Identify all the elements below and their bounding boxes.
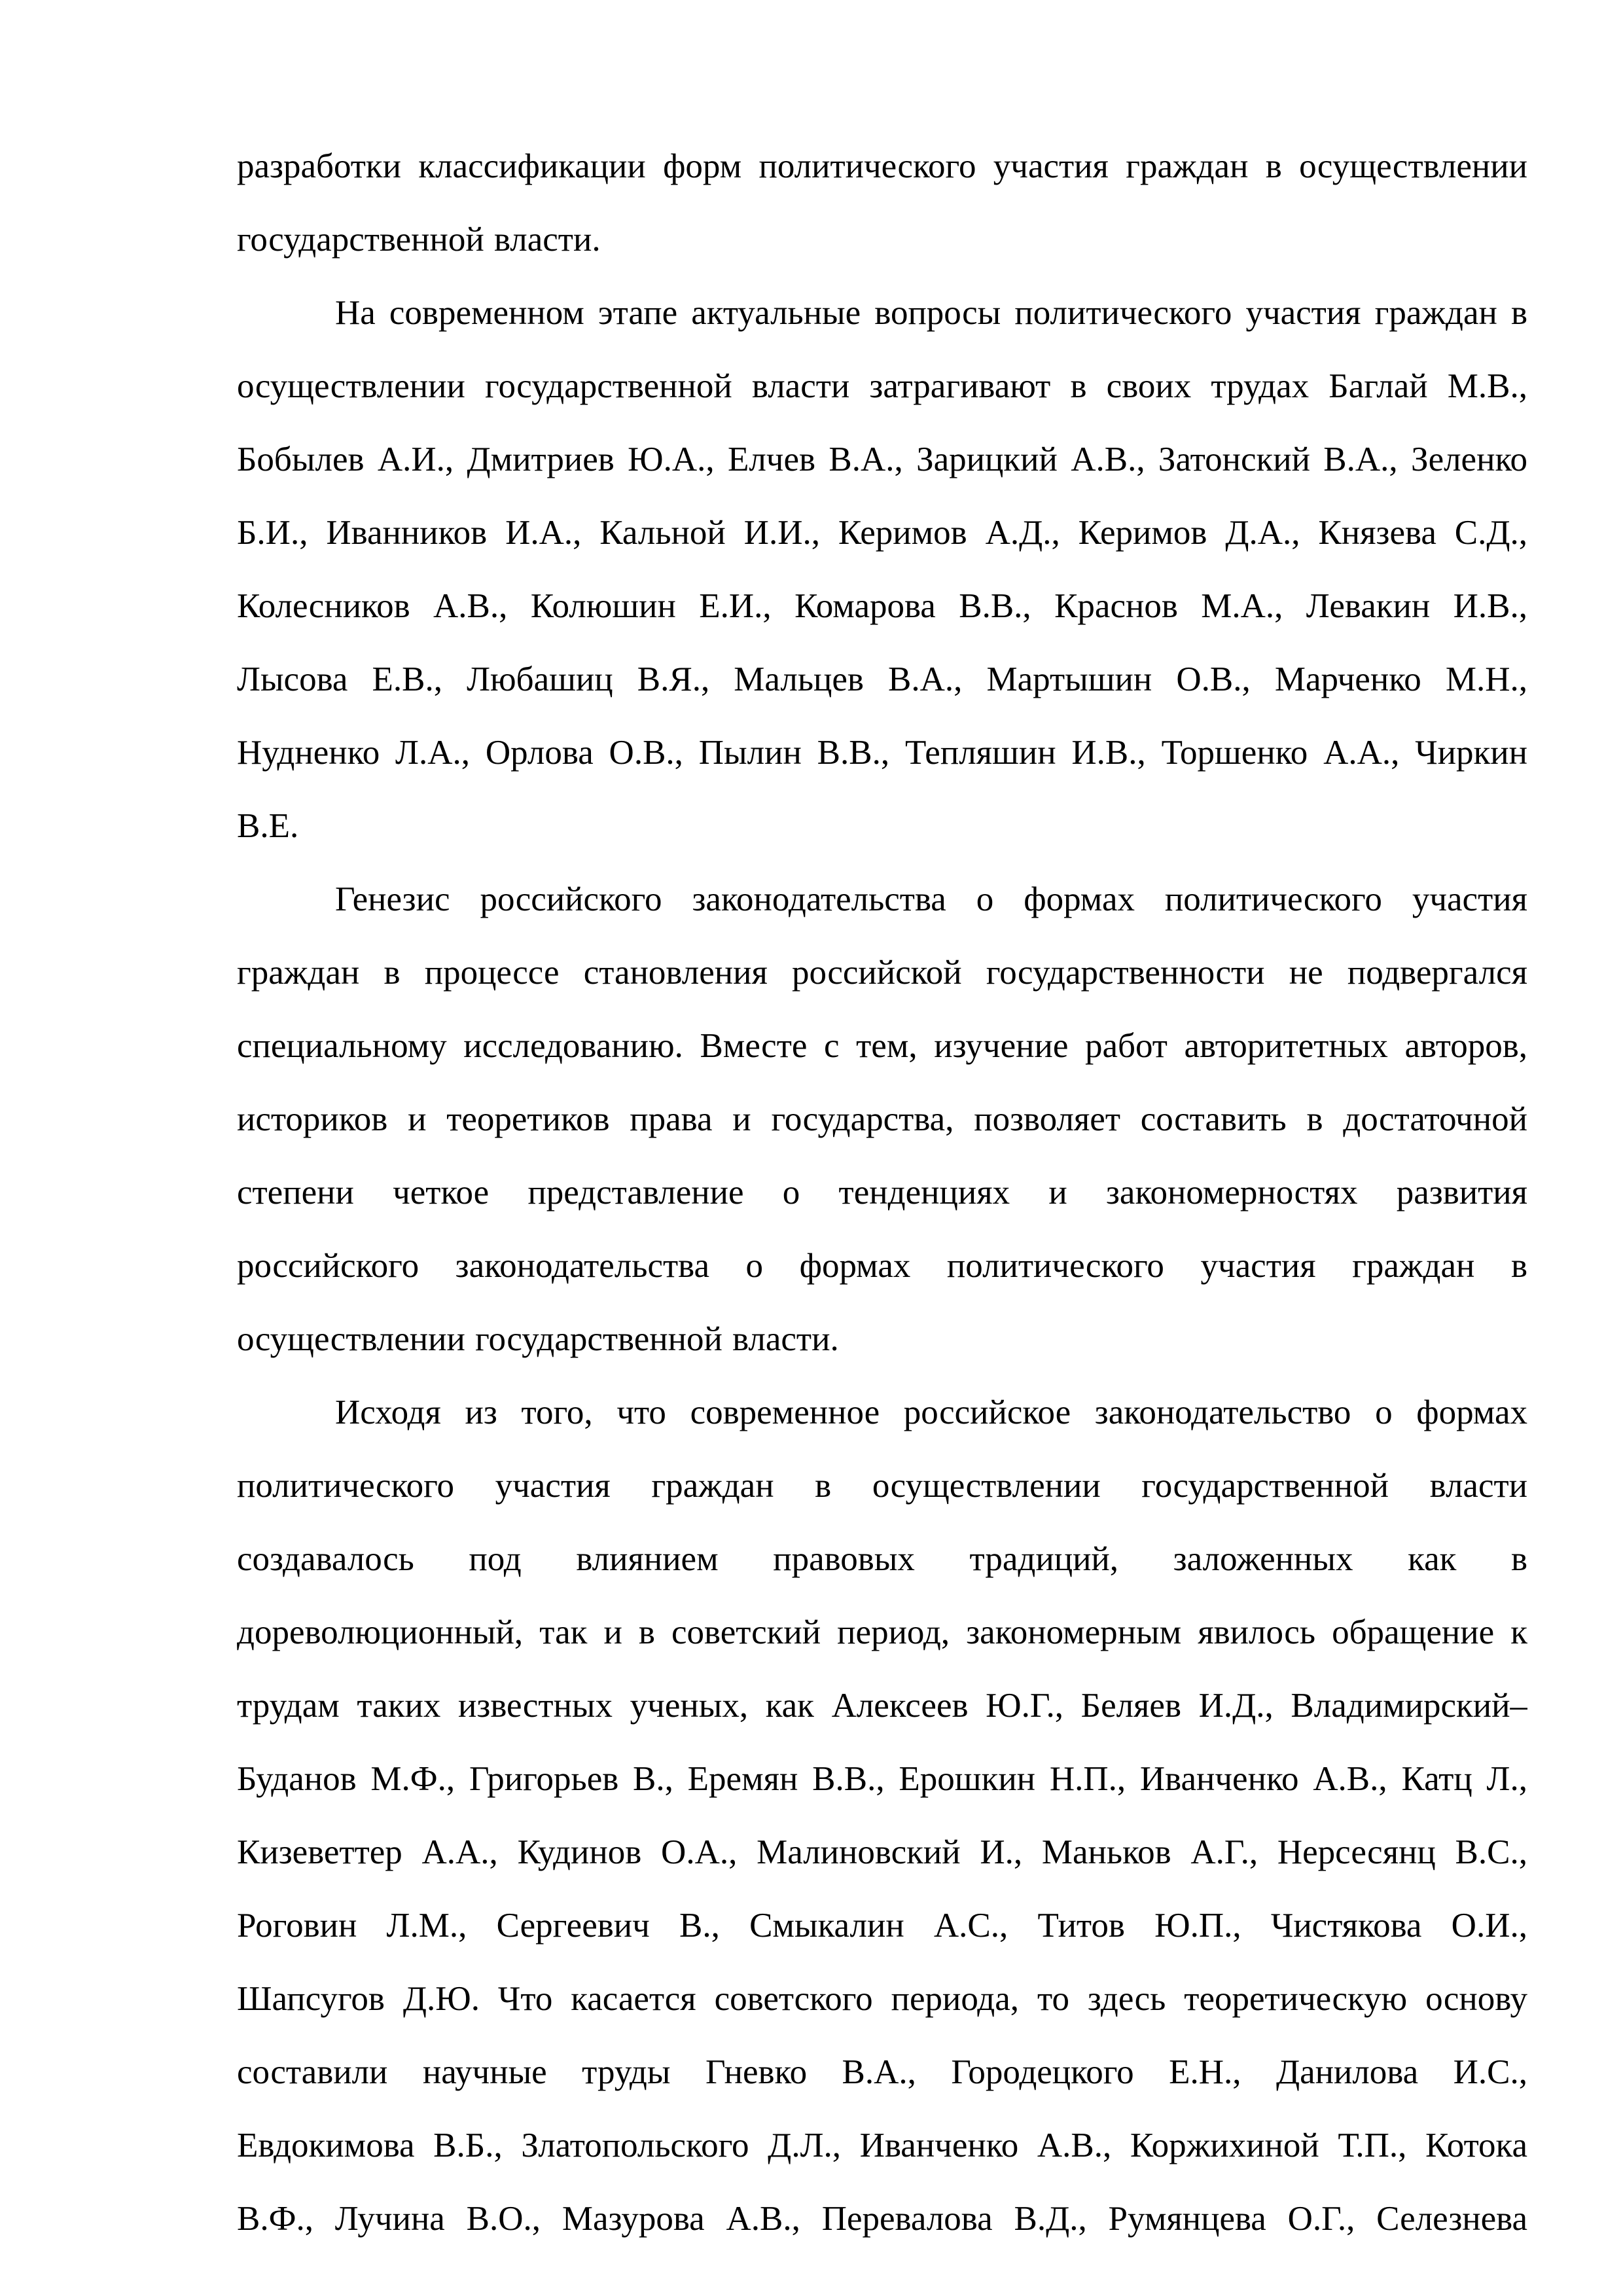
text-line: Генезис российского законодательства о формах политического участия <box>335 880 1527 918</box>
text-line: В.Ф., Лучина В.О., Мазурова А.В., Перевалова В.Д., Румянцева О.Г., Селезнева <box>237 2200 1527 2238</box>
text-line: Нудненко Л.А., Орлова О.В., Пылин В.В., Тепляшин И.В., Торшенко А.А., Чиркин <box>237 734 1527 772</box>
text-line: трудам таких известных ученых, как Алексеев Ю.Г., Беляев И.Д., Владимирский– <box>237 1687 1527 1725</box>
text-line: Евдокимова В.Б., Златопольского Д.Л., Иванченко А.В., Коржихиной Т.П., Котока <box>237 2126 1527 2164</box>
text-line: составили научные труды Гневко В.А., Городецкого Е.Н., Данилова И.С., <box>237 2053 1527 2091</box>
text-line: Исходя из того, что современное российское законодательство о формах <box>335 1393 1527 1431</box>
text-line: осуществлении государственной власти затрагивают в своих трудах Баглай М.В., <box>237 367 1527 405</box>
text-line: разработки классификации форм политического участия граждан в осуществлении <box>237 147 1527 185</box>
text-line: Бобылев А.И., Дмитриев Ю.А., Елчев В.А., Зарицкий А.В., Затонский В.А., Зеленко <box>237 440 1527 478</box>
text-line: дореволюционный, так и в советский период, закономерным явилось обращение к <box>237 1613 1527 1651</box>
text-line: государственной власти. <box>237 221 601 259</box>
text-block <box>237 130 1527 2255</box>
text-line: Буданов М.Ф., Григорьев В., Еремян В.В., Ерошкин Н.П., Иванченко А.В., Катц Л., <box>237 1760 1527 1798</box>
text-line: российского законодательства о формах политического участия граждан в <box>237 1247 1527 1285</box>
text-line: степени четкое представление о тенденциях и закономерностях развития <box>237 1174 1527 1211</box>
text-line: Кизеветтер А.А., Кудинов О.А., Малиновский И., Маньков А.Г., Нерсесянц В.С., <box>237 1833 1527 1871</box>
text-line: Шапсугов Д.Ю. Что касается советского периода, то здесь теоретическую основу <box>237 1980 1527 2018</box>
text-line: историков и теоретиков права и государства, позволяет составить в достаточной <box>237 1100 1527 1138</box>
text-line: Лысова Е.В., Любашиц В.Я., Мальцев В.А., Мартышин О.В., Марченко М.Н., <box>237 660 1527 698</box>
text-line: осуществлении государственной власти. <box>237 1320 839 1358</box>
text-line: На современном этапе актуальные вопросы политического участия граждан в <box>335 294 1527 332</box>
text-line: создавалось под влиянием правовых традиций, заложенных как в <box>237 1540 1527 1578</box>
text-line: политического участия граждан в осуществлении государственной власти <box>237 1467 1527 1505</box>
text-line: В.Е. <box>237 807 299 845</box>
text-line: Роговин Л.М., Сергеевич В., Смыкалин А.С., Титов Ю.П., Чистякова О.И., <box>237 1907 1527 1945</box>
text-line: Колесников А.В., Колюшин Е.И., Комарова В.В., Краснов М.А., Левакин И.В., <box>237 587 1527 625</box>
text-line: граждан в процессе становления российской государственности не подвергался <box>237 954 1527 992</box>
text-line: специальному исследованию. Вместе с тем, изучение работ авторитетных авторов, <box>237 1027 1527 1065</box>
text-line: Б.И., Иванников И.А., Кальной И.И., Керимов А.Д., Керимов Д.А., Князева С.Д., <box>237 514 1527 552</box>
